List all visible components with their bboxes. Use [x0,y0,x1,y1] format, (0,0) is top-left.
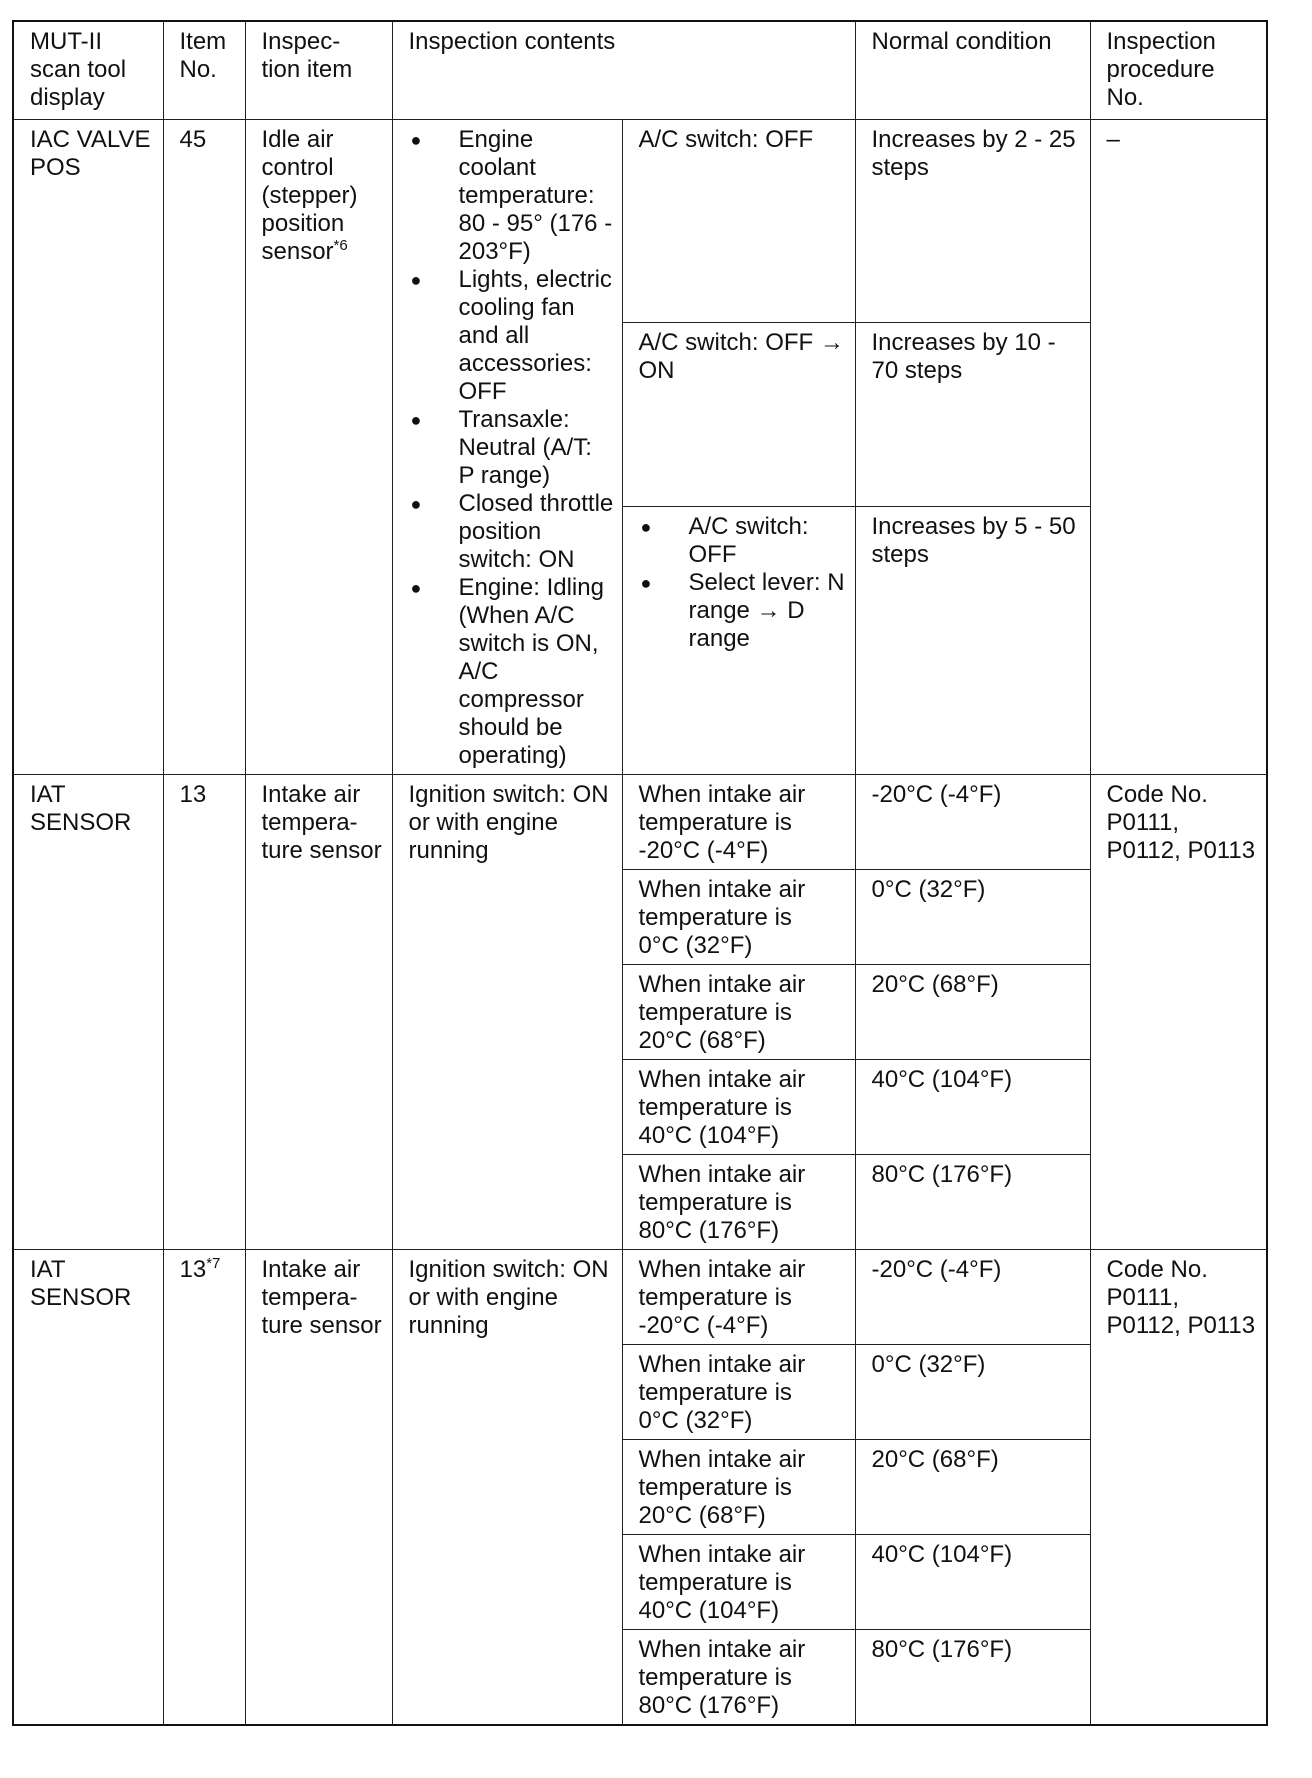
condition-line: temperature is [638,1188,792,1216]
iat1-display: IAT SENSOR [13,774,163,1249]
header-row [13,21,1267,119]
iac-item-text: Idle air control (stepper) position sensor [261,125,358,265]
condition-line: 0°C (32°F) [638,1406,753,1434]
list-item: ● Lights, electric cooling fan and all accessories: OFF [409,266,614,406]
header-normal: Normal condition [855,21,1090,119]
iat1-condition [622,964,855,1059]
iat1-procedure: Code No. P0111, P0112, P0113 [1090,774,1267,1249]
iat2-item-no [163,1249,245,1725]
iac-procedure: – [1090,119,1267,774]
header-display: MUT-II scan tool display [13,21,163,119]
iat2-normal: 80°C (176°F) [855,1629,1090,1725]
condition-line: When intake air [638,970,806,998]
iat1-condition [622,774,855,869]
iat2-condition [622,1439,855,1534]
condition-line: temperature is [638,1378,792,1406]
iat1-row [13,774,1267,869]
condition-line: 80°C (176°F) [638,1691,780,1719]
condition-line: 20°C (68°F) [638,1026,766,1054]
iac-item [245,119,392,774]
iat2-item-no-text: 13 [179,1255,207,1283]
iac-row-1 [13,119,1267,323]
iat1-condition [622,1154,855,1249]
condition-line: When intake air [638,1635,806,1663]
header-procedure: Inspection procedure No. [1090,21,1267,119]
iat1-condition [622,1059,855,1154]
list-item: ● Engine: Idling (When A/C switch is ON, A/C compressor should be operating) [409,574,614,770]
iac-sub-normal: Increases by 10 - 70 steps [855,323,1090,507]
iat1-normal: 40°C (104°F) [855,1059,1090,1154]
condition-line: 80°C (176°F) [638,1216,780,1244]
iat2-item: Intake air tempera- ture sensor [245,1249,392,1725]
iat2-row [13,1249,1267,1344]
iat1-item: Intake air tempera- ture sensor [245,774,392,1249]
iat1-normal: 80°C (176°F) [855,1154,1090,1249]
iac-sub-normal: Increases by 5 - 50 steps [855,507,1090,774]
iac-condition-list [409,126,614,770]
iat1-normal: 20°C (68°F) [855,964,1090,1059]
iac-sub3-list [639,513,847,653]
iac-item-sup: *6 [333,236,348,254]
iac-sub-condition [622,507,855,774]
condition-line: When intake air [638,1540,806,1568]
iat2-condition [622,1629,855,1725]
iat2-procedure: Code No. P0111, P0112, P0113 [1090,1249,1267,1725]
condition-line: When intake air [638,1445,806,1473]
condition-line: -20°C (-4°F) [638,1311,769,1339]
condition-line: temperature is [638,903,792,931]
header-item-no: Item No. [163,21,245,119]
iac-sub-condition: A/C switch: OFF [622,119,855,323]
iat1-normal: -20°C (-4°F) [855,774,1090,869]
iat2-normal: 0°C (32°F) [855,1344,1090,1439]
condition-line: When intake air [638,875,806,903]
condition-line: When intake air [638,780,806,808]
list-item: ● A/C switch: OFF [639,513,847,569]
condition-line: 20°C (68°F) [638,1501,766,1529]
iac-conditions [392,119,622,774]
condition-line: temperature is [638,1093,792,1121]
condition-line: 40°C (104°F) [638,1121,780,1149]
condition-line: 40°C (104°F) [638,1596,780,1624]
condition-line: When intake air [638,1160,806,1188]
iac-display: IAC VALVE POS [13,119,163,774]
condition-line: temperature is [638,1663,792,1691]
iac-sub-normal: Increases by 2 - 25 steps [855,119,1090,323]
iat1-item-no: 13 [163,774,245,1249]
condition-line: temperature is [638,1473,792,1501]
condition-line: 0°C (32°F) [638,931,753,959]
header-item: Inspec- tion item [245,21,392,119]
iat1-contents: Ignition switch: ON or with engine running [392,774,622,1249]
iat2-contents: Ignition switch: ON or with engine running [392,1249,622,1725]
condition-line: When intake air [638,1065,806,1093]
iat2-condition [622,1344,855,1439]
iat1-normal: 0°C (32°F) [855,869,1090,964]
condition-line: -20°C (-4°F) [638,836,769,864]
condition-line: temperature is [638,808,792,836]
header-contents: Inspection contents [392,21,855,119]
condition-line: When intake air [638,1255,806,1283]
iat2-item-sup: *7 [206,1254,221,1272]
iat2-condition [622,1534,855,1629]
iat2-display: IAT SENSOR [13,1249,163,1725]
condition-line: When intake air [638,1350,806,1378]
list-item: ● Select lever: N range → D range [639,569,847,653]
iac-sub-condition: A/C switch: OFF → ON [622,323,855,507]
iat2-normal: -20°C (-4°F) [855,1249,1090,1344]
iat2-normal: 40°C (104°F) [855,1534,1090,1629]
iat1-condition [622,869,855,964]
condition-line: temperature is [638,1568,792,1596]
inspection-table [12,20,1268,1726]
iac-item-no: 45 [163,119,245,774]
condition-line: temperature is [638,998,792,1026]
iat2-condition [622,1249,855,1344]
list-item: ● Closed throttle position switch: ON [409,490,614,574]
list-item: ● Transaxle: Neutral (A/T: P range) [409,406,614,490]
list-item: ● Engine coolant temperature: 80 - 95° (176 - 203°F) [409,126,614,266]
iat2-normal: 20°C (68°F) [855,1439,1090,1534]
condition-line: temperature is [638,1283,792,1311]
